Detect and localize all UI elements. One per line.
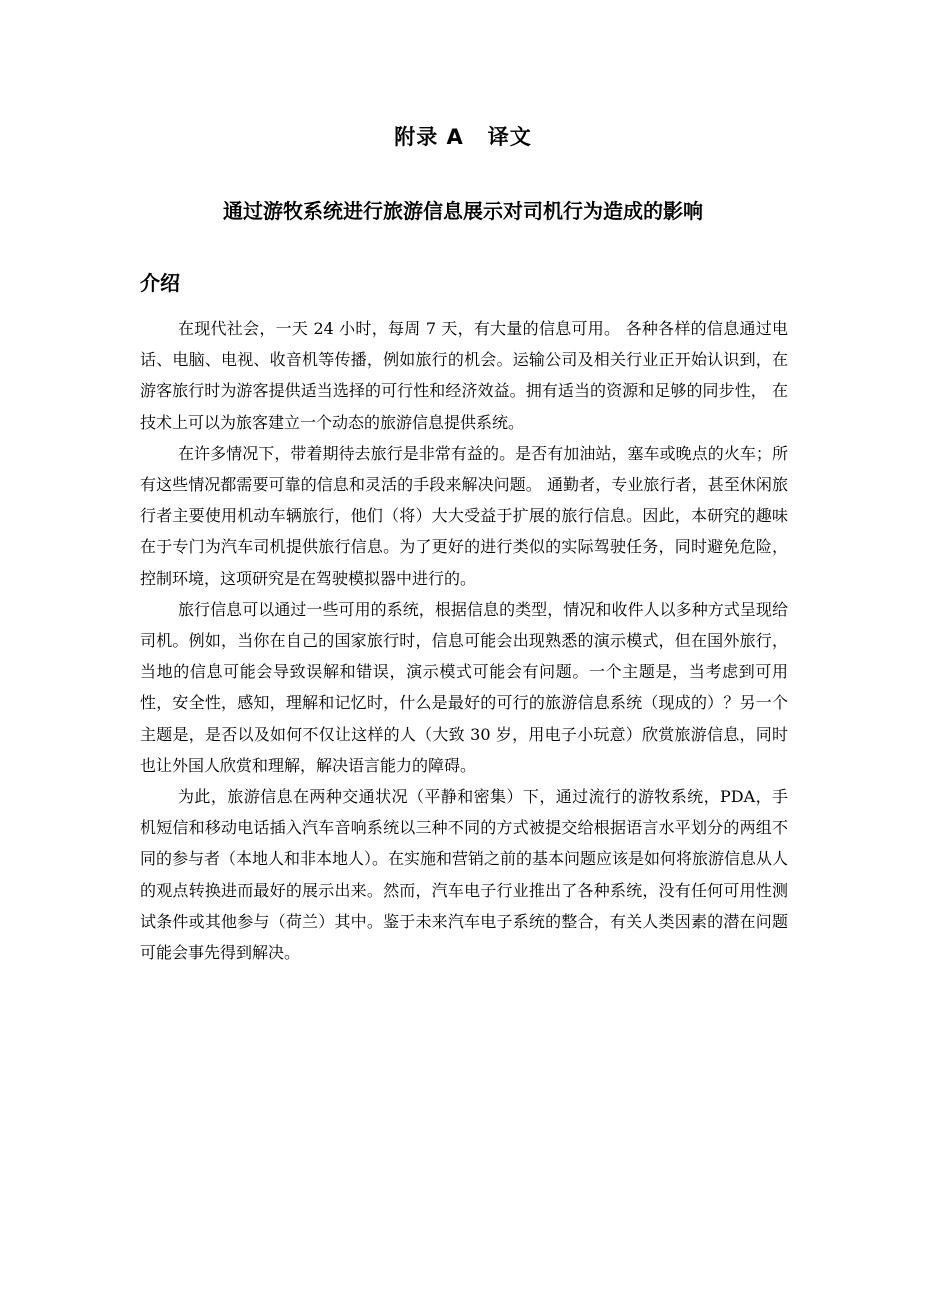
appendix-title xyxy=(0,122,926,152)
paragraph-3: 旅行信息可以通过一些可用的系统，根据信息的类型，情况和收件人以多种方式呈现给司机。例如，当你在自己的国家旅行时，信息可能会出现熟悉的演示模式，但在国外旅行，当地的信息可能会导致误解和错误，演示模式可能会有问题。一个主题是，当考虑到可用性，安全性，感知，理解和记忆时，什么是最好的可行的旅游信息系统（现成的）？另一个主题是，是否以及如何不仅让这样的人（大致 30 岁，用电子小玩意）欣赏旅游信息，同时也让外国人欣赏和理解，解决语言能力的障碍。 xyxy=(140,599,788,775)
appendix-label: 附录 A xyxy=(394,125,464,149)
appendix-sublabel: 译文 xyxy=(487,125,532,149)
paragraph-1: 在现代社会，一天 24 小时，每周 7 天，有大量的信息可用。 各种各样的信息通过电话、电脑、电视、收音机等传播，例如旅行的机会。运输公司及相关行业正开始认识到，在游客旅行时为游客提供适当选择的可行性和经济效益。拥有适当的资源和足够的同步性， 在技术上可以为旅客建立一个动态的旅游信息提供系统。 xyxy=(140,319,788,432)
section-heading: 介绍 xyxy=(140,271,180,295)
paper-title: 通过游牧系统进行旅游信息展示对司机行为造成的影响 xyxy=(223,199,703,223)
paragraph-2: 在许多情况下，带着期待去旅行是非常有益的。是否有加油站，塞车或晚点的火车；所有这些情况都需要可靠的信息和灵活的手段来解决问题。 通勤者，专业旅行者，甚至休闲旅行者主要使用机动车辆旅行，他们（将）大大受益于扩展的旅行信息。因此，本研究的趣味在于专门为汽车司机提供旅行信息。为了更好的进行类似的实际驾驶任务，同时避免危险，控制环境，这项研究是在驾驶模拟器中进行的。 xyxy=(140,443,788,588)
body-text xyxy=(140,313,788,968)
paragraph-4: 为此，旅游信息在两种交通状况（平静和密集）下，通过流行的游牧系统，PDA，手机短信和移动电话插入汽车音响系统以三种不同的方式被提交给根据语言水平划分的两组不同的参与者（本地人和非本地人）。在实施和营销之前的基本问题应该是如何将旅游信息从人的观点转换进而最好的展示出来。然而，汽车电子行业推出了各种系统，没有任何可用性测试条件或其他参与（荷兰）其中。鉴于未来汽车电子系统的整合，有关人类因素的潜在问题可能会事先得到解决。 xyxy=(140,787,789,963)
